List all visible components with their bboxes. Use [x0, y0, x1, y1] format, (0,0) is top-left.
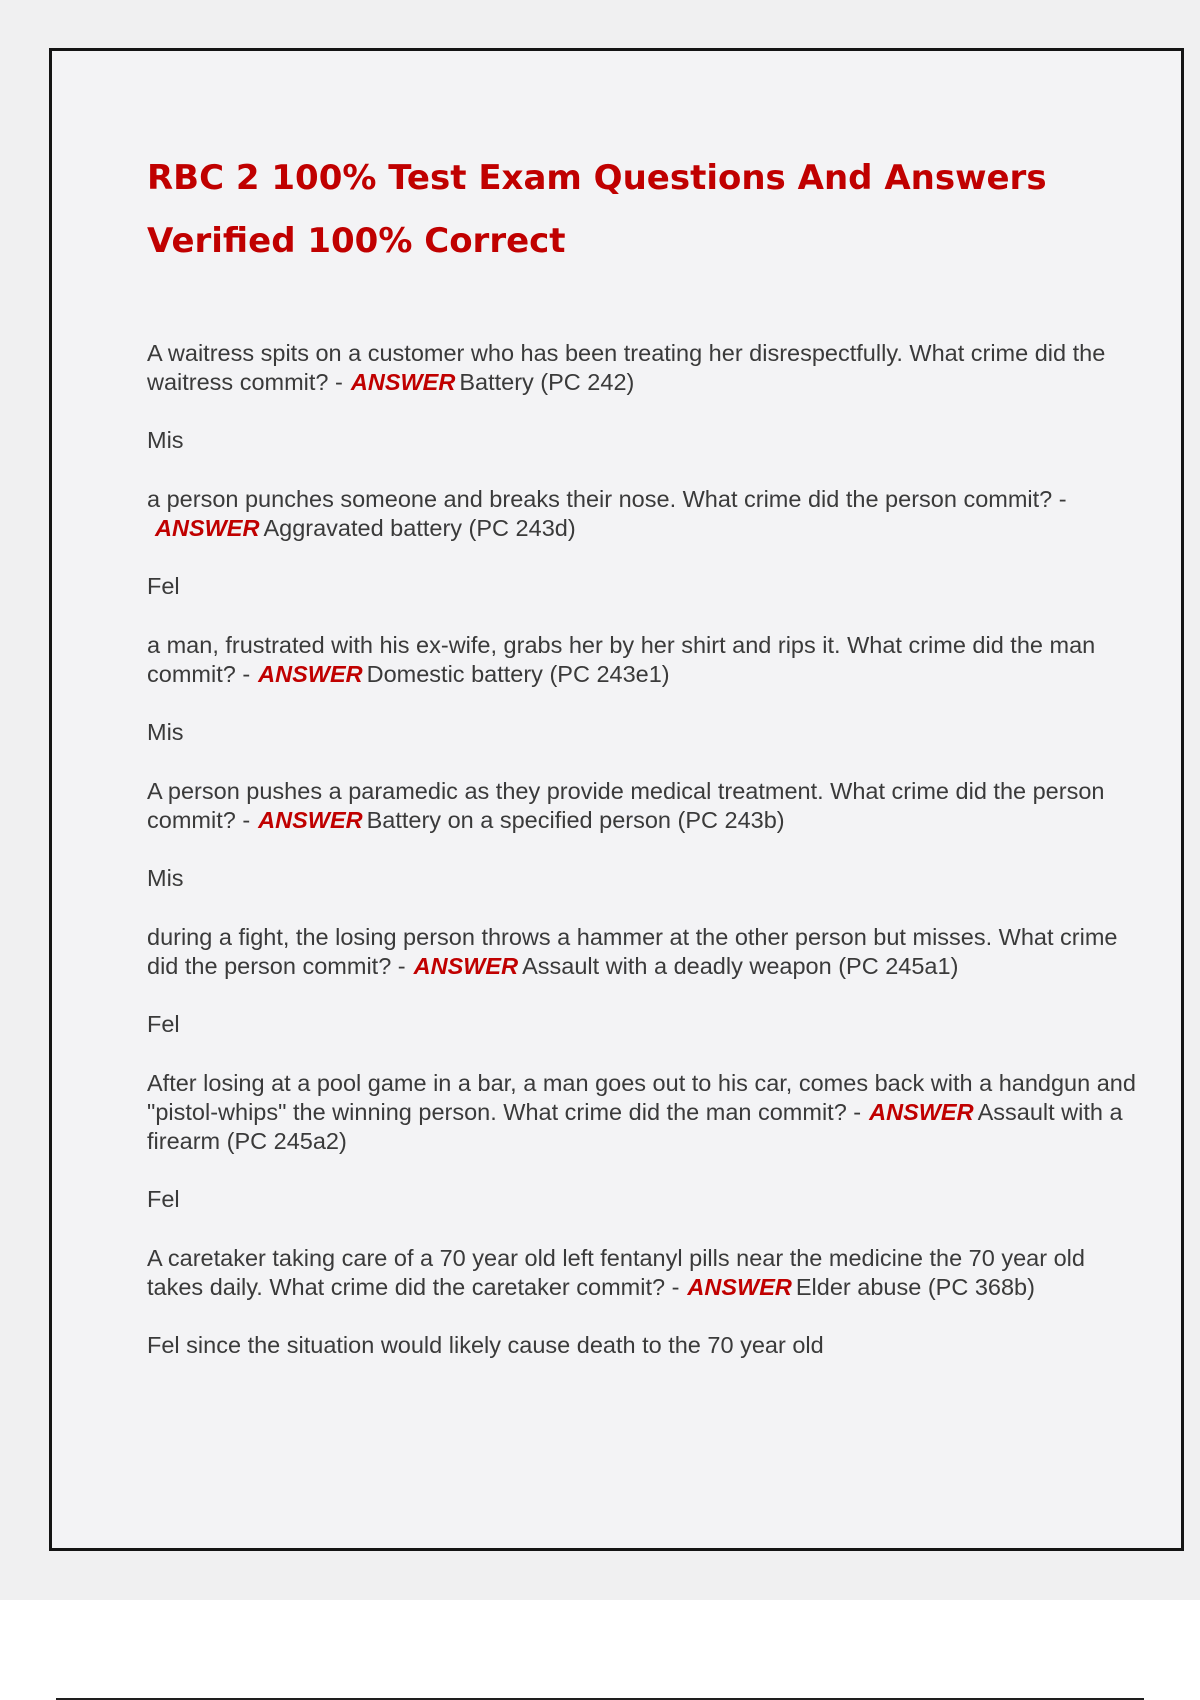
qa-item: [147, 777, 1137, 893]
answer-tag: ANSWER: [155, 515, 260, 541]
qa-list: [147, 339, 1137, 1390]
question: a person punches someone and breaks their nose. What crime did the person commit? -: [147, 486, 1067, 512]
answer-tag: ANSWER: [258, 661, 363, 687]
answer-text: Assault with a deadly weapon (PC 245a1): [522, 953, 959, 979]
question-text: [147, 339, 1137, 397]
document-title: RBC 2 100% Test Exam Questions And Answers Verified 100% Correct: [147, 158, 1047, 261]
question: After losing at a pool game in a bar, a man goes out to his car, comes back with a handgun and "pistol-whips" the winning person. What crime did the man commit? -: [147, 1070, 1136, 1125]
verdict-text: Fel: [147, 1011, 180, 1037]
answer-text: Assault with a firearm (PC 245a2): [147, 1099, 1123, 1154]
qa-item: [147, 485, 1137, 601]
question-text: [147, 631, 1137, 689]
verdict-text: Mis: [147, 427, 184, 453]
answer-tag: ANSWER: [687, 1274, 792, 1300]
answer-text: Aggravated battery (PC 243d): [263, 515, 576, 541]
verdict-text: Fel since the situation would likely cause death to the 70 year old: [147, 1332, 824, 1358]
qa-item: [147, 1244, 1137, 1360]
answer-text: Battery on a specified person (PC 243b): [366, 807, 785, 833]
answer-tag: ANSWER: [258, 807, 363, 833]
answer-text: Domestic battery (PC 243e1): [366, 661, 670, 687]
answer-tag: ANSWER: [413, 953, 519, 979]
question: a man, frustrated with his ex-wife, grabs her by her shirt and rips it. What crime did the man commit? -: [147, 632, 1096, 687]
verdict-text: Fel: [147, 1186, 180, 1212]
question: A person pushes a paramedic as they provide medical treatment. What crime did the person commit? -: [147, 778, 1105, 833]
question: A waitress spits on a customer who has been treating her disrespectfully. What crime did the waitress commit? -: [147, 340, 1106, 395]
document-page: [49, 48, 1184, 1551]
question: during a fight, the losing person throws a hammer at the other person but misses. What crime did the person commit? -: [147, 924, 1118, 979]
answer-tag: ANSWER: [350, 369, 456, 395]
question-text: [147, 1244, 1137, 1302]
question-text: [147, 923, 1137, 981]
qa-item: [147, 339, 1137, 455]
qa-item: [147, 631, 1137, 747]
answer-text: Elder abuse (PC 368b): [795, 1274, 1035, 1300]
verdict-text: Fel: [147, 573, 180, 599]
question-text: [147, 485, 1137, 543]
answer-tag: ANSWER: [869, 1099, 974, 1125]
question: A caretaker taking care of a 70 year old left fentanyl pills near the medicine the 70 year old takes daily. What crime did the caretaker commit? -: [147, 1245, 1085, 1300]
qa-item: [147, 1069, 1137, 1214]
question-text: [147, 1069, 1137, 1156]
question-text: [147, 777, 1137, 835]
verdict-text: Mis: [147, 865, 184, 891]
verdict-text: Mis: [147, 719, 184, 745]
qa-item: [147, 923, 1137, 1039]
answer-text: Battery (PC 242): [459, 369, 635, 395]
